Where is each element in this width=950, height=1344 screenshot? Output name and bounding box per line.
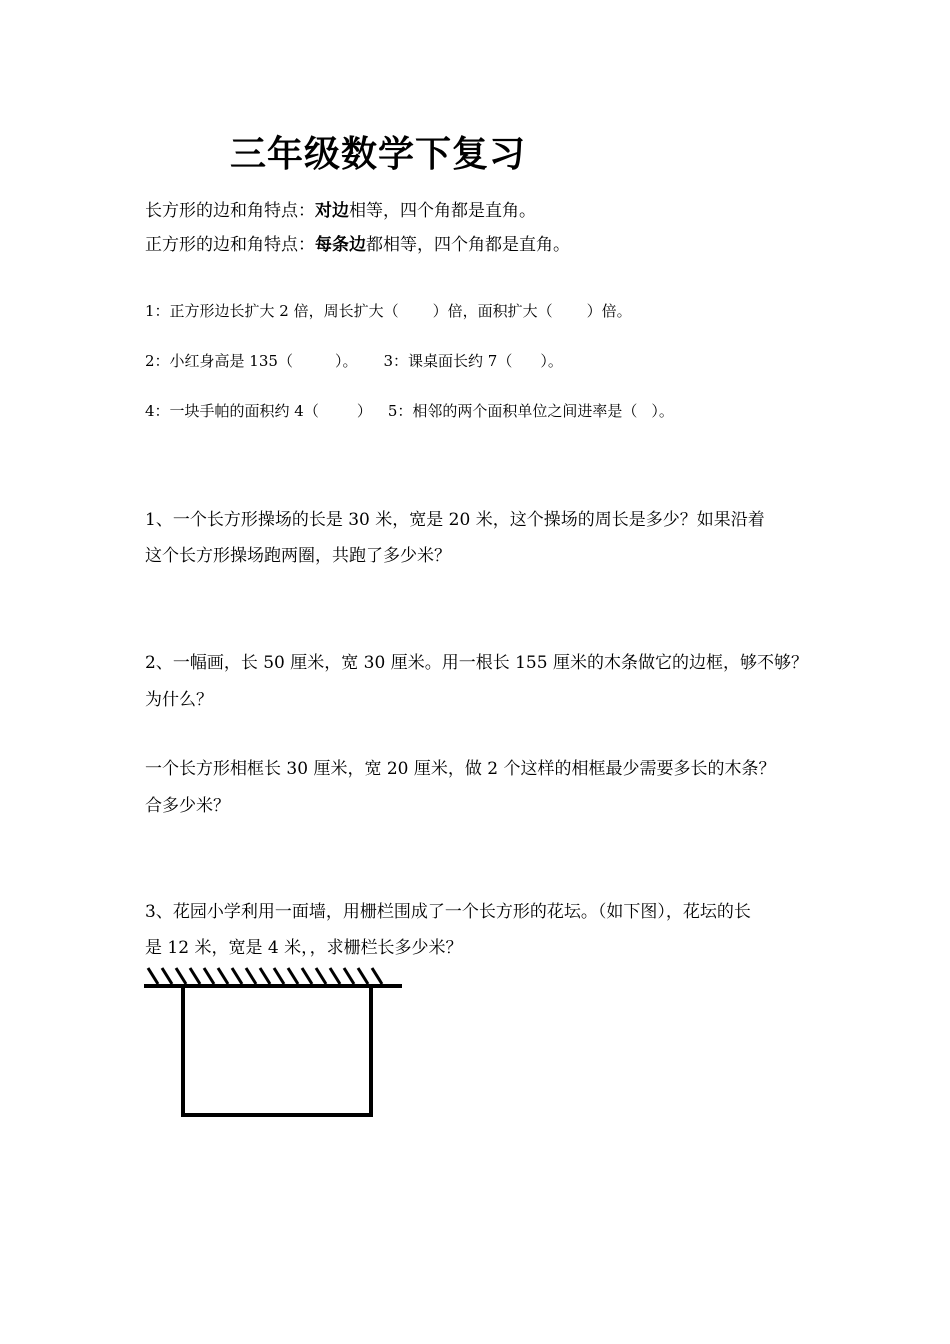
problem-3-line-1: 3、花园小学利用一面墙，用栅栏围成了一个长方形的花坛。（如下图），花坛的长 xyxy=(145,902,751,922)
problem-1-line-2: 这个长方形操场跑两圈，共跑了多少米？ xyxy=(145,546,451,566)
wall-hatching xyxy=(148,968,382,984)
square-rule-bold: 每条边 xyxy=(315,235,366,255)
fill-question-4-5 xyxy=(145,400,674,421)
page-title: 三年级数学下复习 xyxy=(230,134,527,175)
problem-2-line-2: 为什么？ xyxy=(145,690,213,710)
fill-q3-part-b: ）。 xyxy=(540,352,563,370)
problem-2b-line-2: 合多少米？ xyxy=(145,796,230,816)
square-rule-prefix: 正方形的边和角特点： xyxy=(145,235,315,255)
fill-q3-part-a: 3：课桌面长约 7（ xyxy=(383,352,513,370)
fill-q1-part-a: 1：正方形边长扩大 2 倍，周长扩大（ xyxy=(145,302,399,320)
fill-q4-part-b: ） xyxy=(356,402,372,420)
fill-q2-part-b: ）。 xyxy=(334,352,358,370)
rectangle-rule-suffix: 相等，四个角都是直角。 xyxy=(349,201,536,221)
fill-question-2-3 xyxy=(145,350,563,371)
fill-q4-part-a: 4：一块手帕的面积约 4（ xyxy=(145,402,319,420)
square-rule xyxy=(145,230,570,255)
garden-wall-diagram xyxy=(140,960,410,1125)
fill-q1-part-b: ）倍，面积扩大（ xyxy=(432,302,553,320)
fill-q1-part-c: ）倍。 xyxy=(586,302,632,320)
problem-1-line-1: 1、一个长方形操场的长是 30 米，宽是 20 米，这个操场的周长是多少？如果沿着 xyxy=(145,510,765,530)
problem-3-line-2: 是 12 米，宽是 4 米，，求栅栏长多少米？ xyxy=(145,938,463,958)
rectangle-rule-bold: 对边 xyxy=(315,201,349,221)
fill-q5-part-a: 5：相邻的两个面积单位之间进率是（ xyxy=(387,402,638,420)
fence-rectangle xyxy=(183,986,371,1115)
rectangle-rule-prefix: 长方形的边和角特点： xyxy=(145,201,315,221)
fill-question-1 xyxy=(145,300,632,321)
problem-2b-line-1: 一个长方形相框长 30 厘米，宽 20 厘米，做 2 个这样的相框最少需要多长的木条？ xyxy=(145,759,776,779)
fill-q2-part-a: 2：小红身高是 135（ xyxy=(145,352,293,370)
square-rule-suffix: 都相等，四个角都是直角。 xyxy=(366,235,570,255)
problem-2-line-1: 2、一幅画，长 50 厘米，宽 30 厘米。用一根长 155 厘米的木条做它的边框，够不够？ xyxy=(145,653,808,673)
fill-q5-part-b: ）。 xyxy=(651,402,674,420)
rectangle-rule xyxy=(145,196,536,221)
